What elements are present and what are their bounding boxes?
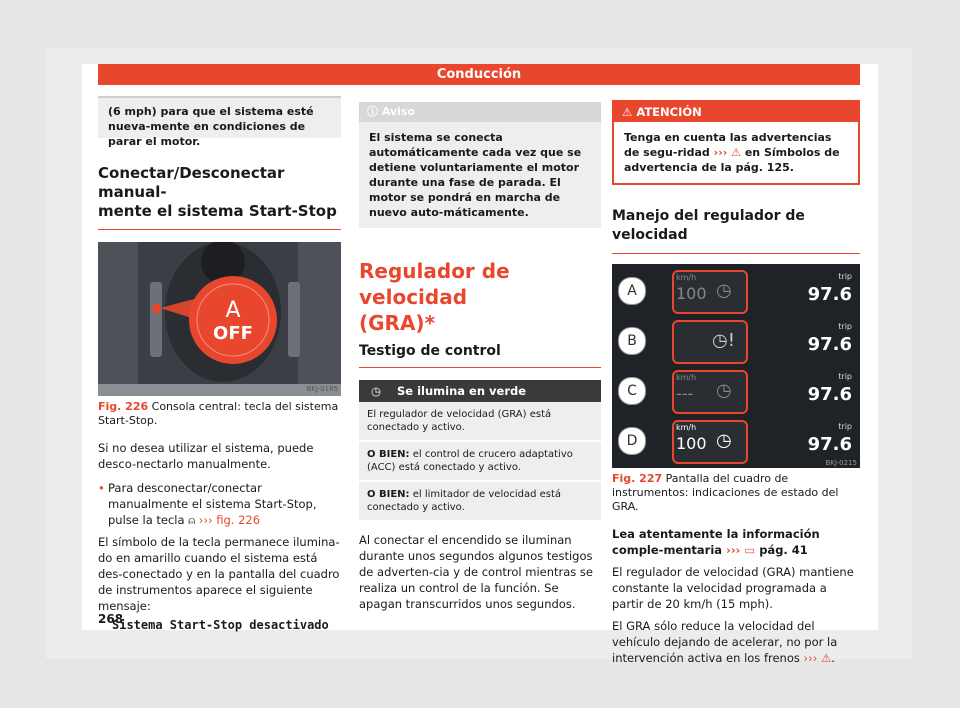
left-column <box>98 96 341 632</box>
info-icon: ⓘ <box>367 105 378 118</box>
start-stop-button-off-label: OFF <box>213 323 253 344</box>
ref-arrows: ››› <box>726 543 741 557</box>
speed-unit: km/h <box>676 423 697 432</box>
row-text: el control de crucero adaptativo (ACC) está conectado y activo. <box>367 449 573 473</box>
trip-label: trip <box>838 372 852 381</box>
speedometer-icon: ◷ <box>716 430 732 451</box>
display-panel-c <box>612 368 860 414</box>
warning-triangle-icon: ⚠ <box>731 146 741 159</box>
bullet-paragraph <box>98 480 341 528</box>
section-title-line-2: mente el sistema Start-Stop <box>98 202 337 220</box>
table-row <box>359 402 601 442</box>
aviso-text: El sistema se conecta automáticamente cada vez que se detiene voluntariamente el motor durante una fase de parada. El motor se pondrá en marcha de nuevo auto-máticamente. <box>359 122 601 228</box>
panel-letter-d: D <box>618 427 646 455</box>
paragraph-1: Si no desea utilizar el sistema, puede desco-nectarlo manualmente. <box>98 441 314 471</box>
trip-value: 97.6 <box>807 434 852 455</box>
gra-title-line-2: (GRA)* <box>359 311 436 335</box>
section-title-line-1: Conectar/Desconectar manual- <box>98 164 285 201</box>
page-41-link[interactable]: pág. 41 <box>759 543 808 557</box>
paragraph-2: El símbolo de la tecla permanece ilumina-do en amarillo cuando el sistema está des-conectado y en la pantalla del cuadro de instrumentos aparece el siguiente mensaje: <box>98 535 340 613</box>
panel-letter-b: B <box>618 327 646 355</box>
trip-value: 97.6 <box>807 384 852 405</box>
figure-code: BKJ-0185 <box>306 385 338 393</box>
table-row <box>359 442 601 482</box>
top-note: (6 mph) para que el sistema esté nueva-mente en condiciones de parar el motor. <box>98 96 341 138</box>
table-header-label: Se ilumina en verde <box>397 384 527 398</box>
trip-label: trip <box>838 272 852 281</box>
figure-227-caption <box>612 472 860 514</box>
section-title-manejo: Manejo del regulador de velocidad <box>612 207 860 254</box>
aviso-title: Aviso <box>381 105 416 118</box>
start-stop-key-icon: ⍝ <box>188 513 196 527</box>
brake-text: El GRA sólo reduce la velocidad del vehículo dejando de acelerar, no por la intervención activa en los frenos <box>612 619 838 665</box>
row-prefix: O BIEN: <box>367 449 410 460</box>
warning-triangle-icon: ⚠ <box>622 105 633 119</box>
speed-unit: km/h <box>676 373 697 382</box>
ref-arrows: ››› <box>803 651 818 665</box>
chapter-header: Conducción <box>98 64 860 85</box>
panel-letter-a: A <box>618 277 646 305</box>
ref-arrows: ››› <box>198 513 213 527</box>
start-stop-button-symbol: A <box>225 298 241 323</box>
figure-number: Fig. 226 <box>98 400 149 413</box>
ref-arrows: ››› <box>713 146 728 159</box>
panel-letter-c: C <box>618 377 646 405</box>
book-icon: ▭ <box>744 543 756 557</box>
warning-triangle-icon[interactable]: ⚠ <box>820 651 832 665</box>
right-column <box>612 100 860 666</box>
trip-label: trip <box>838 422 852 431</box>
table-row <box>359 482 601 522</box>
display-panel-a <box>612 268 860 314</box>
figure-227-instrument-display <box>612 264 860 468</box>
speedometer-warning-icon: ◷! <box>712 330 735 351</box>
gra-brake-paragraph: El GRA sólo reduce la velocidad del vehículo dejando de acelerar, no por la intervención activa en los frenos ››› ⚠. <box>612 619 838 665</box>
atencion-box <box>612 100 860 185</box>
figure-226-link[interactable]: fig. 226 <box>216 513 261 527</box>
section-heading-start-stop <box>98 164 341 230</box>
atencion-title: ATENCIÓN <box>636 105 702 119</box>
speedometer-icon: ◷ <box>716 380 732 401</box>
trip-value: 97.6 <box>807 284 852 305</box>
speedometer-icon: ◷ <box>370 384 382 398</box>
trip-label: trip <box>838 322 852 331</box>
set-speed: --- <box>676 384 694 403</box>
warning-symbols-link[interactable]: en Símbolos de advertencia de la pág. 125. <box>624 146 840 174</box>
row-text: El regulador de velocidad (GRA) está conectado y activo. <box>367 409 552 433</box>
display-message: Sistema Start-Stop desactivado <box>112 618 329 632</box>
atencion-text <box>614 122 858 183</box>
gra-speed-paragraph: El regulador de velocidad (GRA) mantiene constante la velocidad programada a partir de 20 km/h (15 mph). <box>612 565 854 611</box>
atencion-text-1: Tenga en cuenta las advertencias de segu-ridad <box>624 131 832 159</box>
set-speed: 100 <box>676 434 707 453</box>
figure-caption-text: Pantalla del cuadro de instrumentos: indicaciones de estado del GRA. <box>612 472 839 513</box>
figure-caption-text: Consola central: tecla del sistema Start-Stop. <box>98 400 339 427</box>
speed-unit: km/h <box>676 273 697 282</box>
display-panel-b <box>612 318 860 364</box>
row-text: el limitador de velocidad está conectado y activo. <box>367 489 562 513</box>
trip-value: 97.6 <box>807 334 852 355</box>
table-header <box>359 380 601 402</box>
page-number: 268 <box>98 612 124 626</box>
highlight-frame <box>672 320 748 364</box>
middle-column <box>359 102 601 612</box>
aviso-box <box>359 102 601 228</box>
set-speed: 100 <box>676 284 707 303</box>
bullet-text: Para desconectar/conectar manualmente el sistema Start-Stop, pulse la tecla <box>108 481 317 527</box>
figure-226-console-photo <box>98 242 341 396</box>
control-lamp-table <box>359 380 601 522</box>
aviso-header <box>359 102 601 122</box>
lea-paragraph <box>612 526 860 558</box>
testigo-subtitle: Testigo de control <box>359 342 601 368</box>
figure-226-caption <box>98 400 341 428</box>
atencion-header <box>614 102 858 122</box>
figure-number: Fig. 227 <box>612 472 663 485</box>
gra-title-line-1: Regulador de velocidad <box>359 259 510 309</box>
figure-code: BKJ-0215 <box>825 459 857 467</box>
gra-title <box>359 258 601 336</box>
lea-text: Lea atentamente la información comple-mentaria <box>612 527 820 557</box>
speedometer-icon: ◷ <box>716 280 732 301</box>
bullet-dot-icon: • <box>98 481 105 495</box>
row-prefix: O BIEN: <box>367 489 410 500</box>
display-panel-d <box>612 418 860 464</box>
gra-paragraph: Al conectar el encendido se iluminan durante unos segundos algunos testigos de adverten-cia y de control mientras se realiza un control de la función. Se apagan transcurridos unos segundos. <box>359 533 593 611</box>
